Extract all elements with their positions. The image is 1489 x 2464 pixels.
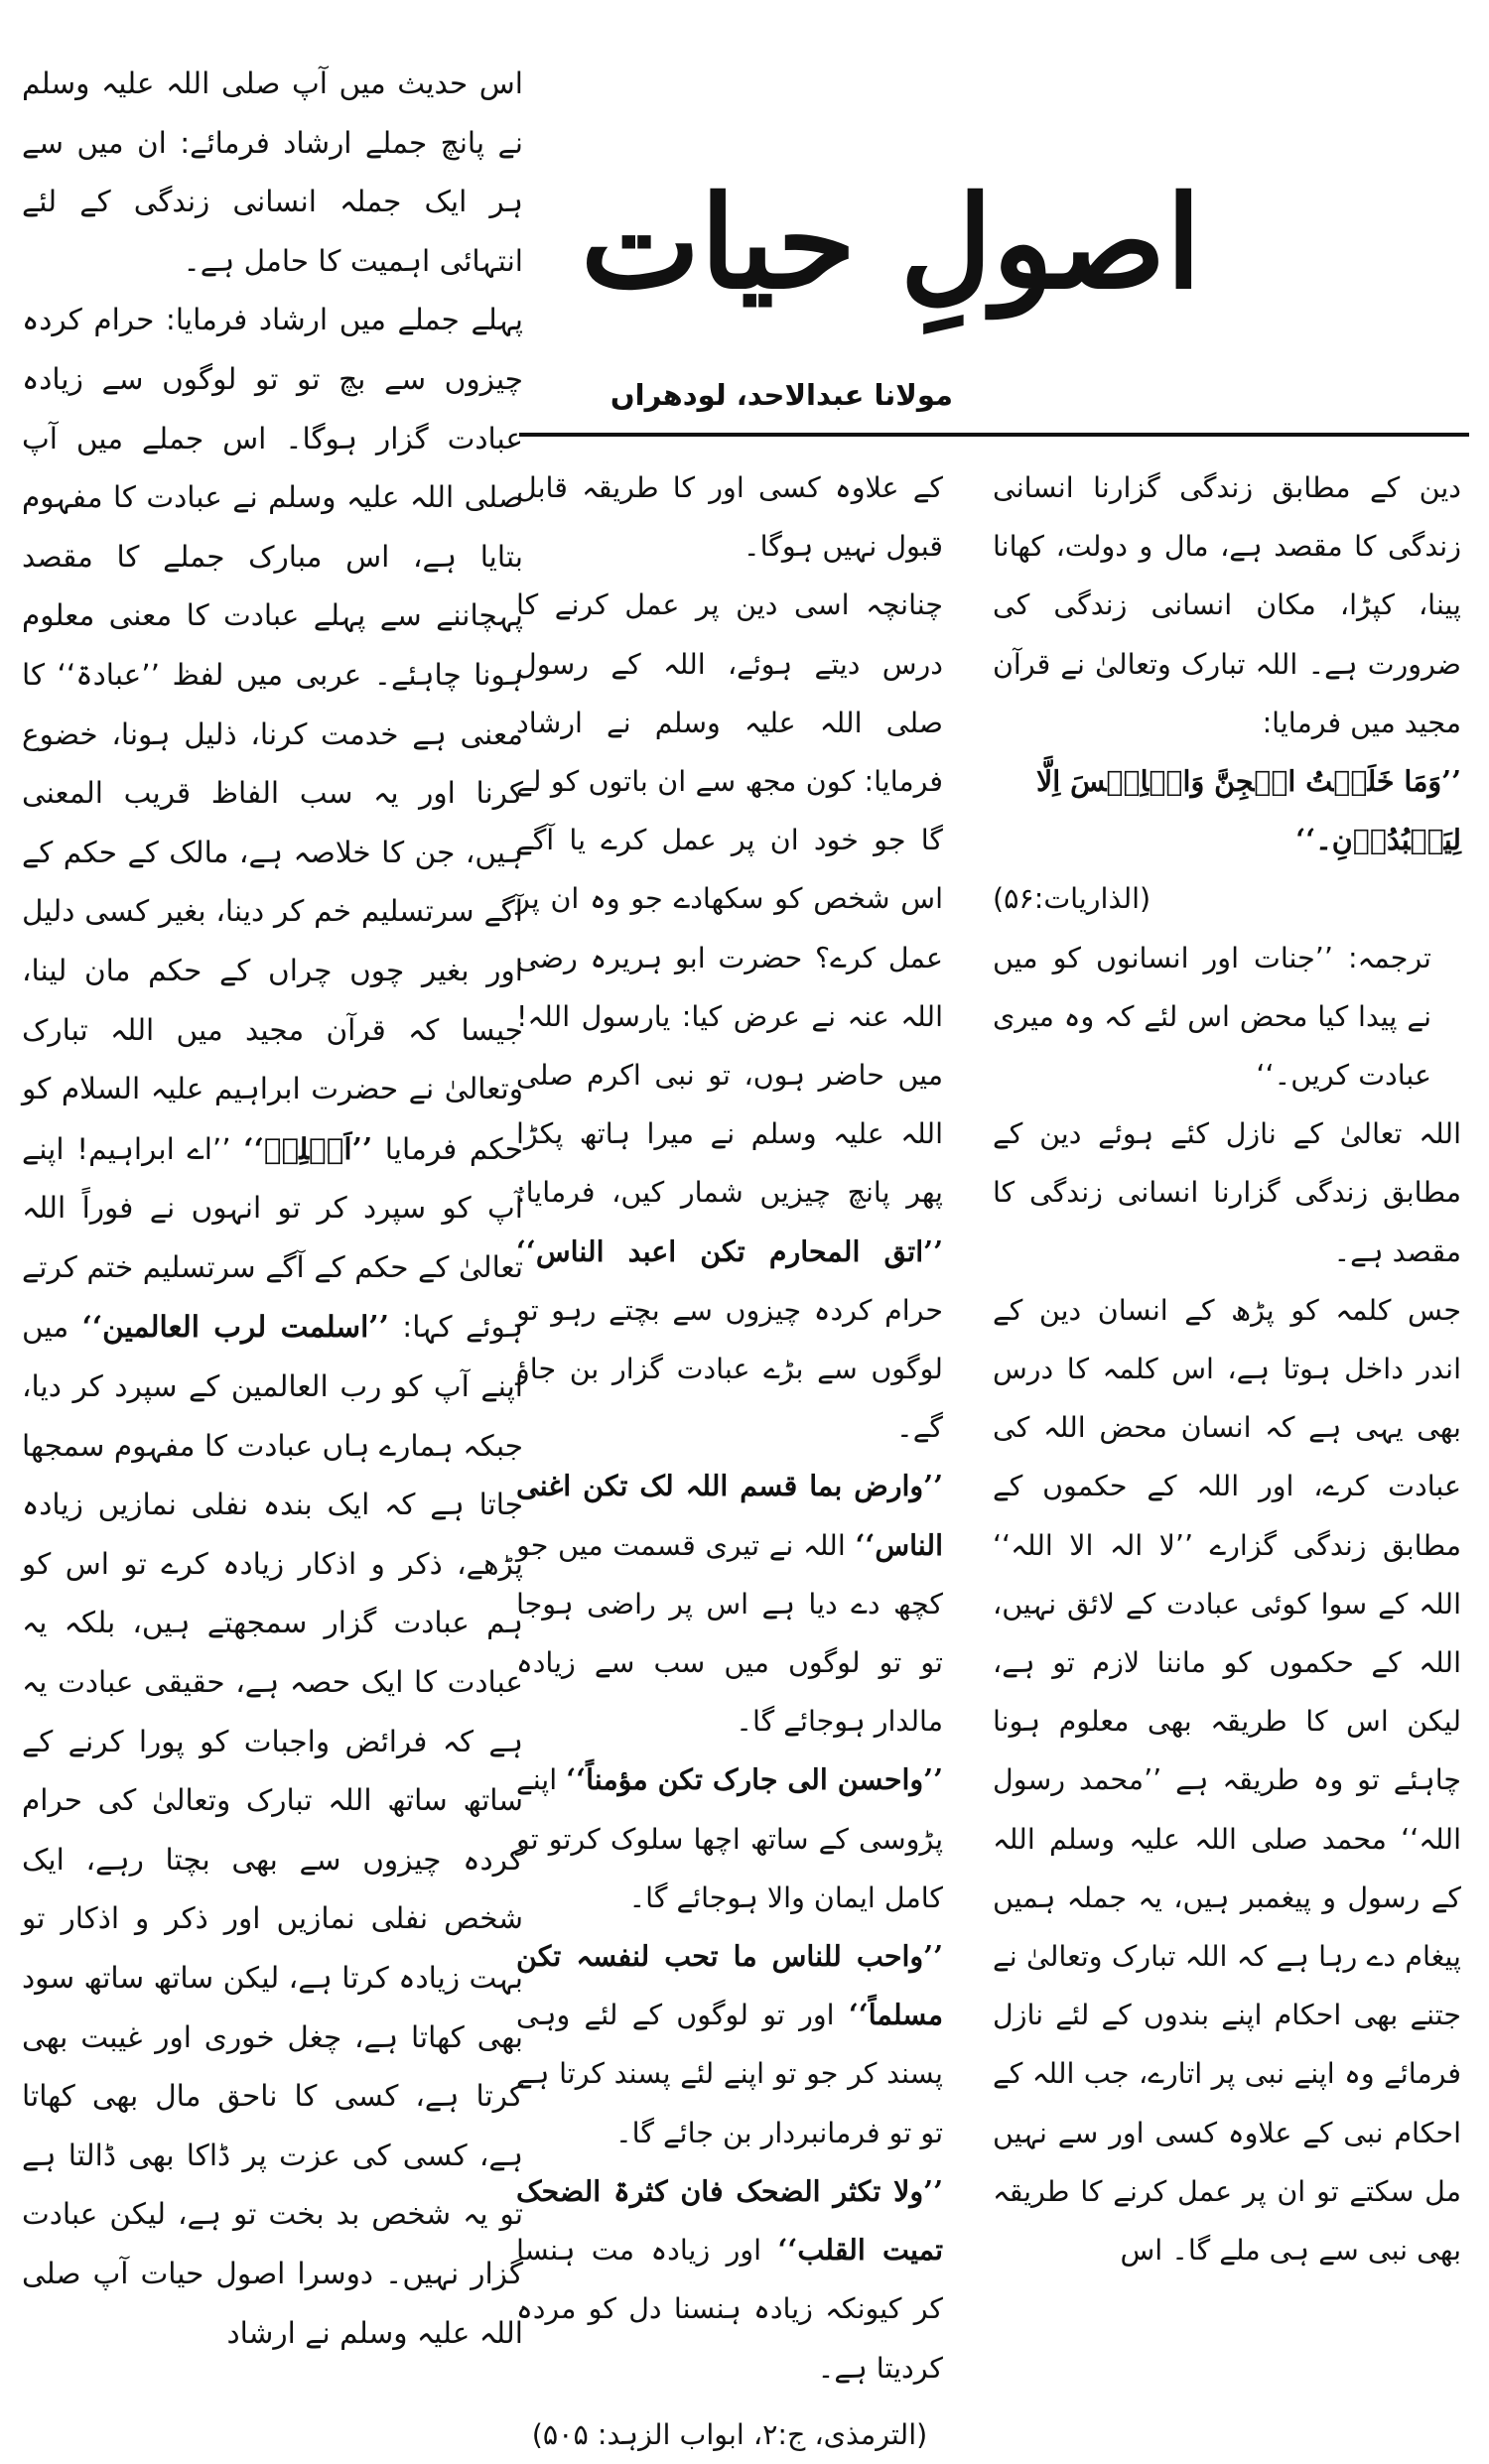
hadith-arabic-2: ’’وارض بما قسم اللہ لک تکن اغنی الناس‘‘ [516, 1469, 943, 1562]
article-title: اصولِ حیات [580, 169, 1201, 318]
left-text-2a: پہلے جملے میں ارشاد فرمایا: حرام کردہ چیزوں سے بچ تو تو لوگوں سے زیادہ عبادت گزار ہوگا۔ اس جملے میں آپ صلی اللہ علیہ وسلم نے عبادت کا مفہوم بتایا ہے، اس مبارک جملے کا مقصد پہچاننے سے پہلے عبادت کا معنی معلوم ہونا چاہئے۔ عربی میں لفظ ’’عبادۃ‘‘ کا معنی ہے خدمت کرنا، ذلیل ہونا، خضوع کرنا اور یہ سب الفاظ قریب المعنی ہیں، جن کا خلاصہ ہے، مالک کے حکم کے آگے سرتسلیم خم کر دینا، بغیر کسی دلیل اور بغیر چوں چراں کے حکم مان لینا، جیسا کہ قرآن مجید میں اللہ تبارک وتعالیٰ نے حضرت ابراہیم علیہ السلام کو حکم فرمایا [22, 303, 523, 1166]
middle-column [516, 458, 944, 2451]
middle-text-2b: حرام کردہ چیزوں سے بچتے رہو تو لوگوں سے بڑے عبادت گزار بن جاؤ گے۔ [516, 1293, 943, 1445]
left-paragraph-2 [22, 291, 523, 2363]
hadith-arabic-4: ’’واحب للناس ما تحب لنفسہ تکن مسلماً‘‘ [516, 1939, 943, 2032]
author-byline: مولانا عبدالاحد، لودھراں [609, 378, 953, 412]
left-paragraph-1: اس حدیث میں آپ صلی اللہ علیہ وسلم نے پانچ جملے ارشاد فرمائے: ان میں سے ہر ایک جملہ انسانی زندگی کے لئے انتہائی اہمیت کا حامل ہے۔ [22, 66, 523, 278]
middle-paragraph-1: کے علاوہ کسی اور کا طریقہ قابل قبول نہیں ہوگا۔ [516, 471, 943, 564]
arabic-aslim: ’’اَسۡلِمۡ‘‘ [243, 1130, 373, 1166]
left-text-2c: میں اپنے آپ کو رب العالمین کے سپرد کر دیا، جبکہ ہمارے ہاں عبادت کا مفہوم سمجھا جاتا ہے کہ ایک بندہ نفلی نمازیں زیادہ پڑھے، ذکر و اذکار زیادہ کرے تو اس کو ہم عبادت گزار سمجھتے ہیں، بلکہ یہ عبادت کا ایک حصہ ہے، حقیقی عبادت یہ ہے کہ فرائض واجبات کو پورا کرنے کے ساتھ ساتھ اللہ تبارک وتعالیٰ کی حرام کردہ چیزوں سے بھی بچتا رہے، ایک شخص نفلی نمازیں اور ذکر و اذکار تو بہت زیادہ کرتا ہے، لیکن ساتھ ساتھ سود بھی کھاتا ہے، چغل خوری اور غیبت بھی کرتا ہے، کسی کا ناحق مال بھی کھاتا ہے، کسی کی عزت پر ڈاکا بھی ڈالتا ہے تو یہ شخص بد بخت تو ہے، لیکن عبادت گزار نہیں۔ دوسرا اصول حیات آپ صلی اللہ علیہ وسلم نے ارشاد [22, 1310, 523, 2350]
middle-paragraph-6 [516, 2162, 943, 2398]
middle-text-3: اللہ نے تیری قسمت میں جو کچھ دے دیا ہے اس پر راضی ہوجا تو تو لوگوں میں سب سے زیادہ مالدار ہوجائے گا۔ [516, 1528, 943, 1739]
hadith-arabic-5: ’’ولا تکثر الضحک فان کثرۃ الضحک تمیت القلب‘‘ [516, 2173, 944, 2268]
header-rule [519, 433, 1469, 437]
hadith-arabic-1: ’’اتق المحارم تکن اعبد الناس‘‘ [516, 1233, 943, 1268]
verse-translation: ترجمہ: ’’جنات اور انسانوں کو میں نے پیدا کیا محض اس لئے کہ وہ میری عبادت کریں۔‘‘ [993, 941, 1431, 1093]
quran-verse: ’’وَمَا خَلَقۡتُ الۡجِنَّ وَالۡاِنۡسَ اِلَّا لِیَعۡبُدُوۡنِ۔‘‘ [1036, 764, 1461, 857]
arabic-aslamtu: ’’اسلمت لرب العالمین‘‘ [81, 1309, 389, 1345]
middle-paragraph-3 [516, 1457, 943, 1751]
middle-paragraph-4 [516, 1751, 943, 1927]
hadith-arabic-3: ’’واحسن الی جارک تکن مؤمناً‘‘ [566, 1762, 943, 1797]
left-column [22, 55, 523, 2350]
middle-text-2a: چنانچہ اسی دین پر عمل کرنے کا درس دیتے ہوئے، اللہ کے رسول صلی اللہ علیہ وسلم نے ارشاد فرمایا: کون مجھ سے ان باتوں کو لے گا جو خود ان پر عمل کرے یا آگے اس شخص کو سکھادے جو وہ ان پر عمل کرے؟ حضرت ابو ہریرہ رضی اللہ عنہ نے عرض کیا: یارسول اللہ! میں حاضر ہوں، تو نبی اکرم صلی اللہ علیہ وسلم نے میرا ہاتھ پکڑا پھر پانچ چیزیں شمار کیں، فرمایا: [516, 588, 943, 1210]
right-column [993, 458, 1461, 2268]
right-paragraph-2: اللہ تعالیٰ کے نازل کئے ہوئے دین کے مطابق زندگی گزارنا انسانی زندگی کا مقصد ہے۔ [993, 1117, 1461, 1268]
hadith-reference: (الترمذی، ج:۲، ابواب الزہد: ۵۰۵) [531, 2417, 928, 2451]
left-text-2b: ’’اے ابراہیم! اپنے آپ کو سپرد کر تو انہوں نے فوراً اللہ تعالیٰ کے حکم کے آگے سرتسلیم ختم کرتے ہوئے کہا: [22, 1131, 523, 1345]
middle-paragraph-2 [516, 576, 943, 1457]
middle-text-4: اپنے پڑوسی کے ساتھ اچھا سلوک کرتو تو کامل ایمان والا ہوجائے گا۔ [516, 1763, 943, 1914]
right-paragraph-3: جس کلمہ کو پڑھ کے انسان دین کے اندر داخل ہوتا ہے، اس کلمہ کا درس بھی یہی ہے کہ انسان محض اللہ کی عبادت کرے، اور اللہ کے حکموں کے مطابق زندگی گزارے ’’لا الہ الا اللہ‘‘ اللہ کے سوا کوئی عبادت کے لائق نہیں، اللہ کے حکموں کو ماننا لازم تو ہے، لیکن اس کا طریقہ بھی معلوم ہونا چاہئے تو وہ طریقہ ہے ’’محمد رسول اللہ‘‘ محمد صلی اللہ علیہ وسلم اللہ کے رسول و پیغمبر ہیں، یہ جملہ ہمیں پیغام دے رہا ہے کہ اللہ تبارک وتعالیٰ نے جتنے بھی احکام اپنے بندوں کے لئے نازل فرمائے وہ اپنے نبی پر اتارے، جب اللہ کے احکام نبی کے علاوہ کسی اور سے نہیں مل سکتے تو ان پر عمل کرنے کا طریقہ بھی نبی سے ہی ملے گا۔ اس [993, 1293, 1461, 2268]
right-intro: دین کے مطابق زندگی گزارنا انسانی زندگی کا مقصد ہے، مال و دولت، کھانا پینا، کپڑا، مکان انسانی زندگی کی ضرورت ہے۔ اللہ تبارک وتعالیٰ نے قرآن مجید میں فرمایا: [993, 471, 1461, 739]
verse-reference: (الذاریات:۵۶) [993, 882, 1151, 916]
middle-text-6: اور زیادہ مت ہنسا کر کیونکہ زیادہ ہنسنا دل کو مردہ کردیتا ہے۔ [516, 2234, 943, 2385]
middle-paragraph-5 [516, 1927, 943, 2162]
middle-text-5: اور تو لوگوں کے لئے وہی پسند کر جو تو اپنے لئے پسند کرتا ہے تو تو فرمانبردار بن جائے گا۔ [516, 1999, 943, 2149]
